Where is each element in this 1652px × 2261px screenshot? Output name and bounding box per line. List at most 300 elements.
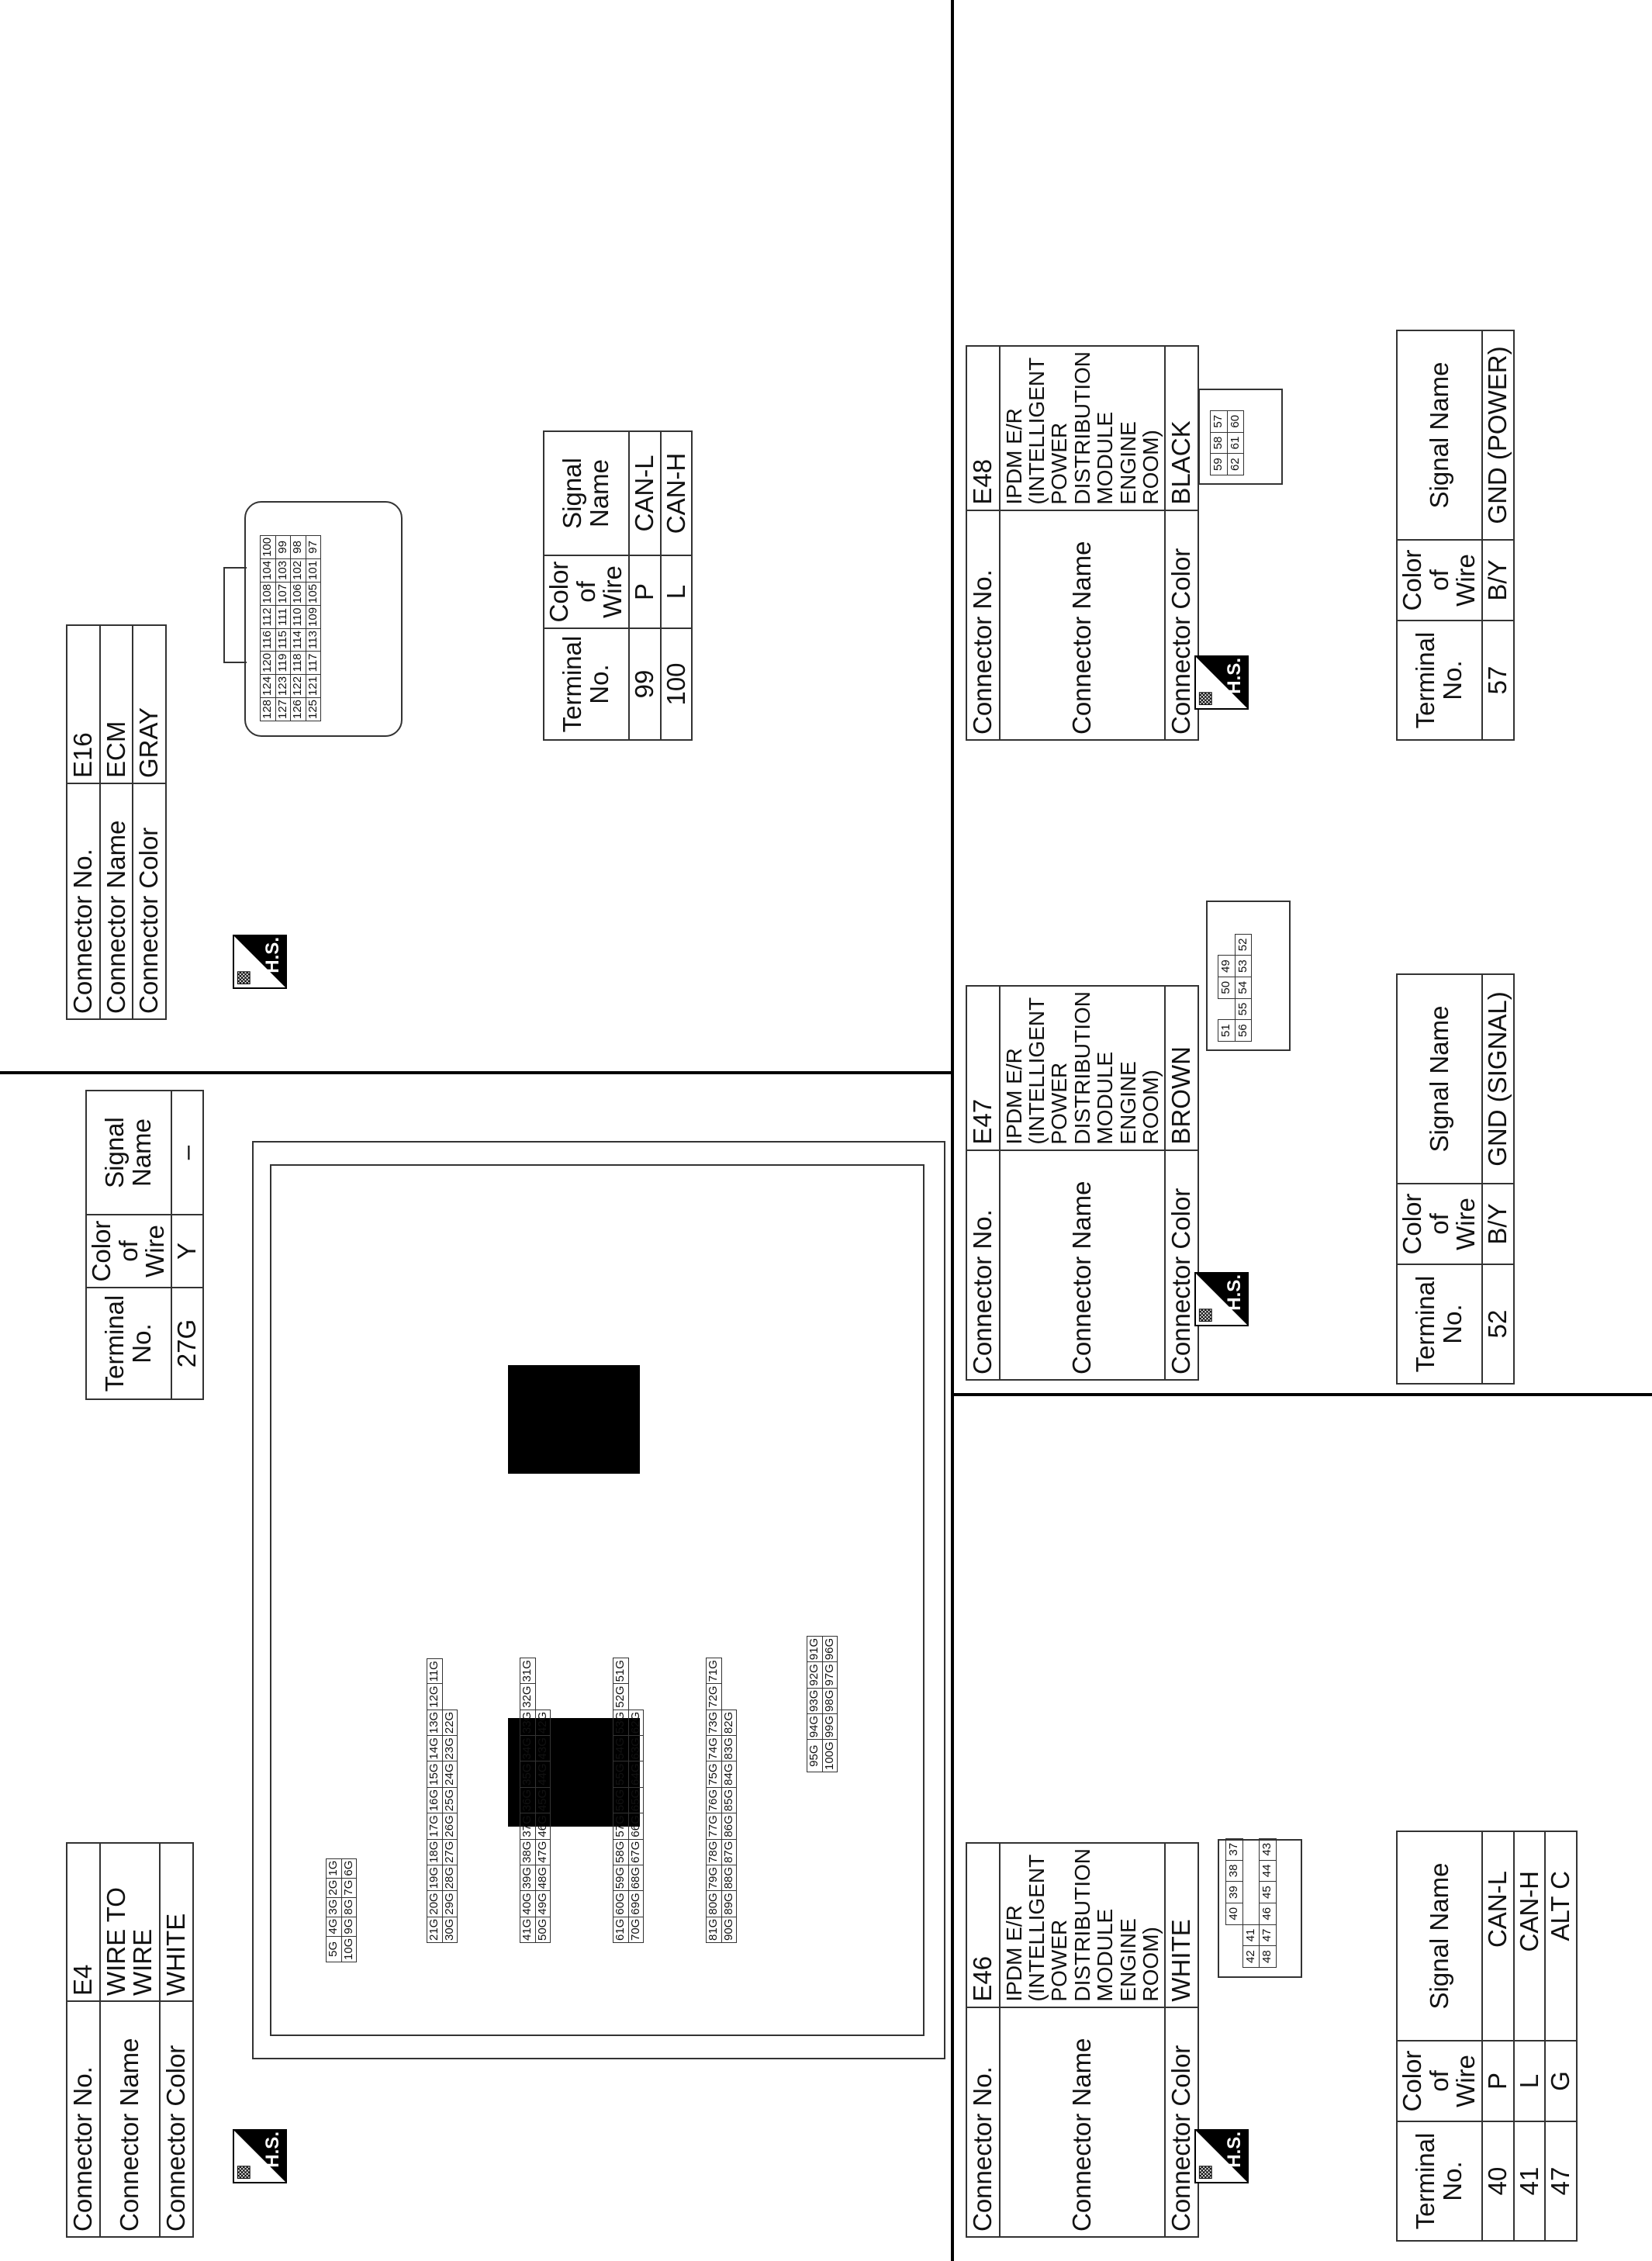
pin-row xyxy=(1226,1838,1243,1967)
pin-cell: 83G xyxy=(721,1736,737,1761)
empty-cavity xyxy=(1242,1860,1260,1882)
signal-name: CAN-H xyxy=(1514,1831,1546,2041)
pin-cell: 68G xyxy=(628,1865,644,1890)
pin-cell: 108 xyxy=(261,582,276,605)
col-header: Signal Name xyxy=(1397,1831,1482,2041)
pin-row xyxy=(520,1658,536,1943)
pin-cell: 51 xyxy=(1218,1020,1236,1042)
pin-cell: 65G xyxy=(628,1787,644,1813)
col-header: Terminal No. xyxy=(86,1288,171,1399)
locking-tab xyxy=(508,1365,640,1474)
info-key: Connector Name xyxy=(1000,510,1166,740)
pin-row xyxy=(341,1858,357,1962)
pin-cell: 99G xyxy=(822,1713,838,1739)
harness-side-icon: ▩ H.S. xyxy=(233,2129,287,2183)
pin-cell: 8G xyxy=(341,1897,357,1917)
connector-icon: ▩ xyxy=(233,2164,252,2180)
signal-name: ALT C xyxy=(1545,1831,1577,2041)
pin-cell: 3G xyxy=(327,1897,342,1917)
empty-cavity xyxy=(1226,1924,1243,1946)
pin-cell: 82G xyxy=(721,1710,737,1735)
pin-cell: 92G xyxy=(807,1662,823,1688)
signal-table-e46 xyxy=(1396,1831,1578,2242)
wire-color: L xyxy=(661,555,693,628)
pin-cell: 116 xyxy=(261,628,276,651)
table-row xyxy=(1482,974,1514,1384)
pin-cell: 45 xyxy=(1260,1882,1277,1903)
pin-row xyxy=(807,1636,823,1772)
connector-info-e16 xyxy=(66,624,167,1020)
connector-info-e47 xyxy=(966,985,1199,1381)
pin-row xyxy=(613,1658,629,1943)
pin-cell: 97 xyxy=(306,535,321,558)
info-value: IPDM E/R (INTELLIGENT POWER DISTRIBUTION MODULE ENGINE ROOM) xyxy=(1000,1843,1166,2007)
info-value: WIRE TO WIRE xyxy=(100,1843,160,2001)
terminal-no: 99 xyxy=(629,628,661,740)
col-header: Color of Wire xyxy=(86,1215,171,1288)
pin-row xyxy=(1211,410,1228,475)
pin-cell: 20G xyxy=(427,1891,443,1917)
pin-cell: 127 xyxy=(275,697,291,721)
pin-cell: 109 xyxy=(306,605,321,628)
col-header: Terminal No. xyxy=(1397,1264,1482,1384)
pin-group xyxy=(613,1658,644,1943)
pin-cell: 72G xyxy=(707,1684,722,1710)
pin-cell: 1G xyxy=(327,1858,342,1878)
pin-cell: 36G xyxy=(520,1787,536,1813)
pin-cell: 81G xyxy=(707,1917,722,1942)
pin-cell: 59G xyxy=(613,1865,629,1890)
signal-table-e4 xyxy=(85,1090,204,1400)
pin-cell: 39G xyxy=(520,1865,536,1890)
pin-cell: 53 xyxy=(1235,956,1252,977)
harness-side-icon: ▩ H.S. xyxy=(233,935,287,989)
info-key: Connector Name xyxy=(1000,1150,1166,1380)
pin-row xyxy=(1235,934,1252,1041)
pin-cell: 69G xyxy=(628,1891,644,1917)
pin-cell: 66G xyxy=(628,1813,644,1839)
terminal-no: 57 xyxy=(1482,621,1514,740)
info-value: GRAY xyxy=(133,625,166,783)
pin-row xyxy=(707,1658,722,1943)
info-key: Connector Color xyxy=(160,2001,193,2237)
pin-cell: 54 xyxy=(1235,977,1252,998)
pin-cell: 44 xyxy=(1260,1860,1277,1882)
info-value: E16 xyxy=(67,625,100,783)
pin-cell: 64G xyxy=(628,1761,644,1787)
pin-cell: 39 xyxy=(1226,1882,1243,1903)
info-key: Connector Color xyxy=(1165,510,1198,740)
pin-cell: 93G xyxy=(807,1688,823,1713)
col-header: Signal Name xyxy=(86,1091,171,1215)
pin-cell: 94G xyxy=(807,1713,823,1739)
pin-cell: 48G xyxy=(535,1865,551,1890)
pin-cell: 6G xyxy=(341,1858,357,1878)
pin-cell: 62G xyxy=(628,1710,644,1735)
pin-cell: 21G xyxy=(427,1917,443,1942)
pin-cell: 23G xyxy=(442,1736,458,1761)
pin-cell: 24G xyxy=(442,1761,458,1787)
pin-cell: 90G xyxy=(721,1917,737,1942)
terminal-no: 41 xyxy=(1514,2121,1546,2241)
pin-cell: 53G xyxy=(613,1710,629,1735)
pin-cell: 103 xyxy=(275,558,291,582)
pin-cell: 60 xyxy=(1227,410,1244,432)
pin-cell: 12G xyxy=(427,1684,443,1710)
pin-cell: 34G xyxy=(520,1736,536,1761)
pin-group xyxy=(1210,410,1244,475)
pin-cell: 32G xyxy=(520,1684,536,1710)
info-key: Connector No. xyxy=(67,783,100,1019)
pin-cell: 2G xyxy=(327,1878,342,1897)
pin-cell: 77G xyxy=(707,1813,722,1839)
info-value: ECM xyxy=(100,625,133,783)
pin-cell: 113 xyxy=(306,628,321,651)
table-row xyxy=(661,431,693,740)
connector-lock-e16 xyxy=(223,567,247,663)
pin-cell: 42 xyxy=(1242,1946,1260,1968)
pin-cell: 74G xyxy=(707,1736,722,1761)
info-value: E46 xyxy=(966,1843,1000,2007)
pin-cell: 18G xyxy=(427,1839,443,1865)
pin-cell: 4G xyxy=(327,1917,342,1936)
info-value: E47 xyxy=(966,986,1000,1150)
pin-row xyxy=(275,535,291,721)
pin-cell: 9G xyxy=(341,1917,357,1936)
pin-cell: 19G xyxy=(427,1865,443,1890)
pin-cell: 98 xyxy=(291,535,306,558)
connector-info-e46 xyxy=(966,1842,1199,2238)
wire-color: P xyxy=(629,555,661,628)
pin-cell: 52 xyxy=(1235,934,1252,956)
pin-cell: 54G xyxy=(613,1736,629,1761)
signal-table-e47 xyxy=(1396,973,1515,1385)
pin-cell: 61G xyxy=(613,1917,629,1942)
terminal-no: 100 xyxy=(661,628,693,740)
pin-cell: 70G xyxy=(628,1917,644,1942)
pin-cell: 85G xyxy=(721,1787,737,1813)
pin-cell: 58 xyxy=(1211,432,1228,454)
pin-cell: 52G xyxy=(613,1684,629,1710)
pin-cell: 47 xyxy=(1260,1924,1277,1946)
pin-group xyxy=(427,1658,458,1943)
info-key: Connector No. xyxy=(966,510,1000,740)
pin-cell: 26G xyxy=(442,1813,458,1839)
pin-cell: 45G xyxy=(535,1787,551,1813)
pin-cell: 62 xyxy=(1227,454,1244,475)
pin-cell: 61 xyxy=(1227,432,1244,454)
wire-color: G xyxy=(1545,2041,1577,2121)
pin-cell: 55G xyxy=(613,1761,629,1787)
terminal-no: 40 xyxy=(1482,2121,1514,2241)
pin-cell: 14G xyxy=(427,1736,443,1761)
signal-name: CAN-L xyxy=(629,431,661,555)
pin-cell: 106 xyxy=(291,582,306,605)
pin-cell: 28G xyxy=(442,1865,458,1890)
pin-cell: 126 xyxy=(291,697,306,721)
pin-cell: 120 xyxy=(261,651,276,674)
info-value: BLACK xyxy=(1165,346,1198,510)
pin-cell: 49G xyxy=(535,1891,551,1917)
pin-group xyxy=(260,535,321,721)
signal-table-e16 xyxy=(543,430,693,741)
pin-cell: 40 xyxy=(1226,1903,1243,1924)
wire-color: P xyxy=(1482,2041,1514,2121)
pin-cell: 38G xyxy=(520,1839,536,1865)
signal-name: GND (POWER) xyxy=(1482,330,1514,540)
pin-cell: 84G xyxy=(721,1761,737,1787)
pin-cell: 112 xyxy=(261,605,276,628)
pin-cell: 123 xyxy=(275,674,291,697)
pin-group xyxy=(520,1658,551,1943)
pin-row xyxy=(535,1658,551,1943)
wire-color: Y xyxy=(171,1215,203,1288)
pin-cell: 41 xyxy=(1242,1924,1260,1946)
pin-cell: 118 xyxy=(291,651,306,674)
pin-cell: 60G xyxy=(613,1891,629,1917)
pin-group xyxy=(326,1858,357,1962)
signal-name: CAN-H xyxy=(661,431,693,555)
empty-cavity xyxy=(1242,1838,1260,1860)
col-header: Terminal No. xyxy=(544,628,629,740)
table-row xyxy=(171,1091,203,1399)
pin-cell: 63G xyxy=(628,1736,644,1761)
vertical-divider-upper xyxy=(0,1071,951,1074)
terminal-no: 27G xyxy=(171,1288,203,1399)
pin-cell: 128 xyxy=(261,697,276,721)
terminal-no: 47 xyxy=(1545,2121,1577,2241)
connector-face-e4-inner xyxy=(270,1164,924,2036)
pin-cell: 57 xyxy=(1211,410,1228,432)
info-value: IPDM E/R (INTELLIGENT POWER DISTRIBUTION MODULE ENGINE ROOM) xyxy=(1000,346,1166,510)
pin-cell: 102 xyxy=(291,558,306,582)
pin-row xyxy=(261,535,276,721)
empty-cavity xyxy=(1226,1946,1243,1968)
harness-side-icon: ▩ H.S. xyxy=(1194,1272,1249,1326)
connector-info-e4 xyxy=(66,1842,194,2238)
pin-row xyxy=(1227,410,1244,475)
connector-icon: ▩ xyxy=(1194,2164,1214,2180)
pin-cell: 42G xyxy=(535,1710,551,1735)
info-key: Connector Color xyxy=(1165,1150,1198,1380)
pin-cell: 37G xyxy=(520,1813,536,1839)
pin-cell: 107 xyxy=(275,582,291,605)
info-value: BROWN xyxy=(1165,986,1198,1150)
vertical-divider-lower xyxy=(954,1393,1652,1396)
pin-cell: 37 xyxy=(1226,1838,1243,1860)
pin-cell: 89G xyxy=(721,1891,737,1917)
pin-cell: 88G xyxy=(721,1865,737,1890)
pin-row xyxy=(442,1659,458,1943)
pin-cell: 30G xyxy=(442,1917,458,1942)
pin-cell: 46 xyxy=(1260,1903,1277,1924)
col-header: Signal Name xyxy=(544,431,629,555)
col-header: Color of Wire xyxy=(1397,2041,1482,2121)
pin-cell: 11G xyxy=(427,1659,443,1684)
pin-cell: 5G xyxy=(327,1936,342,1962)
pin-cell: 114 xyxy=(291,628,306,651)
pin-row xyxy=(822,1636,838,1772)
pin-cell: 38 xyxy=(1226,1860,1243,1882)
pin-cell: 99 xyxy=(275,535,291,558)
pin-group xyxy=(1225,1838,1277,1968)
pin-cell: 78G xyxy=(707,1839,722,1865)
info-key: Connector No. xyxy=(966,2007,1000,2237)
pin-cell: 48 xyxy=(1260,1946,1277,1968)
terminal-no: 52 xyxy=(1482,1264,1514,1384)
empty-cavity xyxy=(1242,1903,1260,1924)
table-row xyxy=(629,431,661,740)
pin-cell: 97G xyxy=(822,1662,838,1688)
info-key: Connector Name xyxy=(1000,2007,1166,2237)
pin-cell: 80G xyxy=(707,1891,722,1917)
wire-color: B/Y xyxy=(1482,1184,1514,1264)
pin-cell: 50 xyxy=(1218,977,1236,998)
wire-color: B/Y xyxy=(1482,540,1514,621)
pin-cell: 17G xyxy=(427,1813,443,1839)
pin-cell: 98G xyxy=(822,1688,838,1713)
connector-icon: ▩ xyxy=(1194,1307,1214,1323)
pin-cell: 117 xyxy=(306,651,321,674)
info-key: Connector Color xyxy=(133,783,166,1019)
pin-group xyxy=(807,1636,838,1772)
info-value: IPDM E/R (INTELLIGENT POWER DISTRIBUTION MODULE ENGINE ROOM) xyxy=(1000,986,1166,1150)
pin-cell: 15G xyxy=(427,1761,443,1787)
connector-info-e48 xyxy=(966,345,1199,741)
signal-name: – xyxy=(171,1091,203,1215)
info-key: Connector Color xyxy=(1165,2007,1198,2237)
info-value: E48 xyxy=(966,346,1000,510)
pin-cell: 13G xyxy=(427,1710,443,1735)
pin-cell: 58G xyxy=(613,1839,629,1865)
pin-cell: 111 xyxy=(275,605,291,628)
pin-cell: 76G xyxy=(707,1787,722,1813)
table-row xyxy=(1545,1831,1577,2241)
pin-cell: 121 xyxy=(306,674,321,697)
pin-cell: 41G xyxy=(520,1917,536,1942)
pin-cell: 119 xyxy=(275,651,291,674)
pin-cell: 7G xyxy=(341,1878,357,1897)
pin-cell: 29G xyxy=(442,1891,458,1917)
pin-row xyxy=(1260,1838,1277,1967)
pin-cell: 115 xyxy=(275,628,291,651)
table-row xyxy=(1482,330,1514,740)
pin-cell: 96G xyxy=(822,1636,838,1661)
pin-cell: 31G xyxy=(520,1658,536,1684)
col-header: Terminal No. xyxy=(1397,621,1482,740)
signal-table-e48 xyxy=(1396,330,1515,741)
pin-cell: 101 xyxy=(306,558,321,582)
col-header: Color of Wire xyxy=(544,555,629,628)
pin-cell: 16G xyxy=(427,1787,443,1813)
pin-cell: 125 xyxy=(306,697,321,721)
pin-cell: 43G xyxy=(535,1736,551,1761)
pin-cell: 57G xyxy=(613,1813,629,1839)
col-header: Terminal No. xyxy=(1397,2121,1482,2241)
pin-cell: 67G xyxy=(628,1839,644,1865)
table-row xyxy=(1514,1831,1546,2241)
pin-cell: 73G xyxy=(707,1710,722,1735)
pin-row xyxy=(427,1659,443,1943)
info-value: E4 xyxy=(67,1843,100,2001)
pin-cell: 91G xyxy=(807,1636,823,1661)
pin-cell: 43 xyxy=(1260,1838,1277,1860)
pin-cell: 47G xyxy=(535,1839,551,1865)
pin-cell: 56 xyxy=(1235,1020,1252,1042)
info-value: WHITE xyxy=(1165,1843,1198,2007)
pin-cell: 75G xyxy=(707,1761,722,1787)
pin-cell: 22G xyxy=(442,1710,458,1735)
signal-name: CAN-L xyxy=(1482,1831,1514,2041)
pin-cell: 25G xyxy=(442,1787,458,1813)
pin-cell: 59 xyxy=(1211,454,1228,475)
signal-name: GND (SIGNAL) xyxy=(1482,974,1514,1184)
pin-cell: 95G xyxy=(807,1740,823,1772)
pin-cell: 40G xyxy=(520,1891,536,1917)
horizontal-divider xyxy=(951,0,954,2261)
pin-cell: 122 xyxy=(291,674,306,697)
connector-icon: ▩ xyxy=(233,970,252,986)
harness-side-icon: ▩ H.S. xyxy=(1194,2129,1249,2183)
pin-cell: 55 xyxy=(1235,998,1252,1020)
info-key: Connector No. xyxy=(966,1150,1000,1380)
pin-row xyxy=(721,1658,737,1943)
col-header: Color of Wire xyxy=(1397,1184,1482,1264)
connector-icon: ▩ xyxy=(1194,690,1214,707)
pin-cell: 79G xyxy=(707,1865,722,1890)
pin-cell: 110 xyxy=(291,605,306,628)
pin-row xyxy=(1218,934,1236,1041)
pin-cell: 46G xyxy=(535,1813,551,1839)
pin-cell: 27G xyxy=(442,1839,458,1865)
pin-cell: 87G xyxy=(721,1839,737,1865)
info-value: WHITE xyxy=(160,1843,193,2001)
pin-cell: 86G xyxy=(721,1813,737,1839)
col-header: Color of Wire xyxy=(1397,540,1482,621)
empty-cavity xyxy=(1242,1882,1260,1903)
pin-cell: 100 xyxy=(261,535,276,558)
pin-cell: 35G xyxy=(520,1761,536,1787)
pin-row xyxy=(327,1858,342,1962)
table-row xyxy=(1482,1831,1514,2241)
pin-cell: 104 xyxy=(261,558,276,582)
harness-side-icon: ▩ H.S. xyxy=(1194,655,1249,710)
pin-cell: 44G xyxy=(535,1761,551,1787)
info-key: Connector No. xyxy=(67,2001,100,2237)
info-key: Connector Name xyxy=(100,783,133,1019)
pin-cell: 50G xyxy=(535,1917,551,1942)
col-header: Signal Name xyxy=(1397,974,1482,1184)
pin-cell: 105 xyxy=(306,582,321,605)
pin-group xyxy=(706,1658,737,1943)
pin-cell: 49 xyxy=(1218,956,1236,977)
empty-cavity xyxy=(1218,998,1236,1020)
pin-row xyxy=(291,535,306,721)
pin-cell: 71G xyxy=(707,1658,722,1684)
pin-row xyxy=(1242,1838,1260,1967)
pin-cell: 33G xyxy=(520,1710,536,1735)
pin-row xyxy=(628,1658,644,1943)
pin-group xyxy=(1218,934,1252,1042)
pin-cell: 10G xyxy=(341,1936,357,1962)
wire-color: L xyxy=(1514,2041,1546,2121)
pin-cell: 56G xyxy=(613,1787,629,1813)
pin-cell: 124 xyxy=(261,674,276,697)
pin-row xyxy=(306,535,321,721)
info-key: Connector Name xyxy=(100,2001,160,2237)
col-header: Signal Name xyxy=(1397,330,1482,540)
pin-cell: 100G xyxy=(822,1740,838,1772)
